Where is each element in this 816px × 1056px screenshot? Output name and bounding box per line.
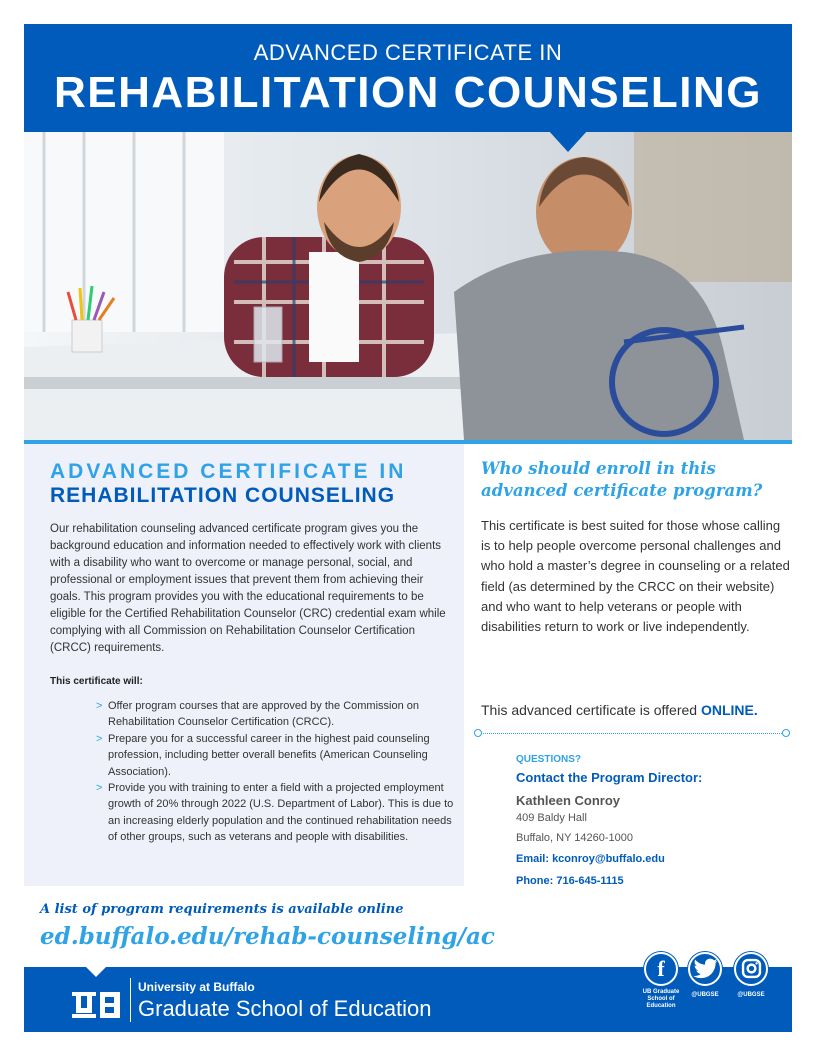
- list-item-text: Prepare you for a successful career in the highest paid counseling profession, including better overall benefits (American Counseling Association).: [108, 732, 430, 778]
- school-name: Graduate School of Education: [138, 996, 432, 1021]
- contact-heading: Contact the Program Director:: [516, 770, 703, 785]
- hero-photo-illustration: [24, 132, 792, 440]
- certificate-will-heading: This certificate will:: [50, 676, 143, 687]
- contact-email-link[interactable]: Email: kconroy@buffalo.edu: [516, 853, 665, 865]
- overview-title-line1: ADVANCED CERTIFICATE IN: [50, 460, 407, 483]
- list-item-text: Provide you with training to enter a field with a projected employment growth of 20% through 2022 (U.S. Department of Labor). This is due to an increasing elderly population and the continued rehabilitation needs of other groups, such as veterans and people with disabilities.: [108, 782, 454, 844]
- offered-prefix: This advanced certificate is offered: [481, 702, 698, 718]
- offered-mode: ONLINE.: [700, 702, 758, 718]
- footer-notch: [76, 957, 116, 977]
- list-item: [96, 698, 458, 731]
- list-item: [96, 731, 458, 780]
- divider-dot-icon: [782, 729, 790, 737]
- hero-photo: [24, 132, 792, 440]
- overview-body: Our rehabilitation counseling advanced certificate program gives you the background education and information needed to effectively work with clients with a disability who want to overcome or manage personal, social, and professional or employment issues that prevent them from achieving their goals. This program provides you with the educational requirements to be eligible for the Certified Rehabilitation Counselor (CRC) credential exam while complying with all Commission on Rehabilitation Counselor Certification (CRCC) requirements.: [50, 523, 446, 654]
- footer-divider: [130, 978, 131, 1022]
- facebook-icon[interactable]: f: [644, 952, 678, 986]
- overview-title-line2: REHABILITATION COUNSELING: [50, 484, 396, 507]
- contact-phone[interactable]: Phone: 716-645-1115: [516, 875, 624, 887]
- list-item: [96, 780, 458, 846]
- header-notch: [548, 130, 588, 152]
- bullet-chevron-icon: >: [96, 732, 103, 745]
- address-line-1: 409 Baldy Hall: [516, 812, 587, 824]
- twitter-label: @UBGSE: [691, 992, 719, 998]
- twitter-icon[interactable]: [688, 952, 722, 986]
- address-line-2: Buffalo, NY 14260-1000: [516, 832, 634, 844]
- director-name: Kathleen Conroy: [516, 793, 621, 808]
- divider-dot-icon: [474, 729, 482, 737]
- contact-block: [516, 754, 786, 892]
- header-title: REHABILITATION COUNSELING: [53, 68, 763, 117]
- facebook-label: UB Graduate School of Education: [642, 989, 680, 1009]
- requirements-url-link[interactable]: ed.buffalo.edu/rehab-counseling/ac: [40, 923, 495, 950]
- ub-logo-icon: [72, 990, 124, 1020]
- header-banner: [24, 24, 792, 132]
- requirements-note: A list of program requirements is available online: [40, 902, 404, 917]
- questions-label: QUESTIONS?: [516, 754, 582, 765]
- instagram-icon[interactable]: [734, 952, 768, 986]
- who-should-enroll-body: This certificate is best suited for those whose calling is to help people overcome personal challenges and who hold a master’s degree in counseling or a related field (as determined by the CRCC on their website) and who want to help veterans or people with disabilities return to work or live independently.: [481, 518, 790, 635]
- list-item-text: Offer program courses that are approved by the Commission on Rehabilitation Counselor Certification (CRCC).: [108, 700, 420, 729]
- university-name: University at Buffalo: [138, 980, 255, 994]
- bullet-chevron-icon: >: [96, 700, 103, 712]
- bullet-chevron-icon: >: [96, 782, 103, 795]
- offered-online-note: [481, 702, 758, 718]
- certificate-benefits-list: [96, 698, 458, 846]
- who-should-enroll-heading: Who should enroll in this advanced certificate program?: [481, 459, 763, 500]
- instagram-label: @UBGSE: [737, 992, 765, 998]
- dotted-divider: [478, 733, 790, 734]
- header-subtitle: ADVANCED CERTIFICATE IN: [253, 40, 563, 65]
